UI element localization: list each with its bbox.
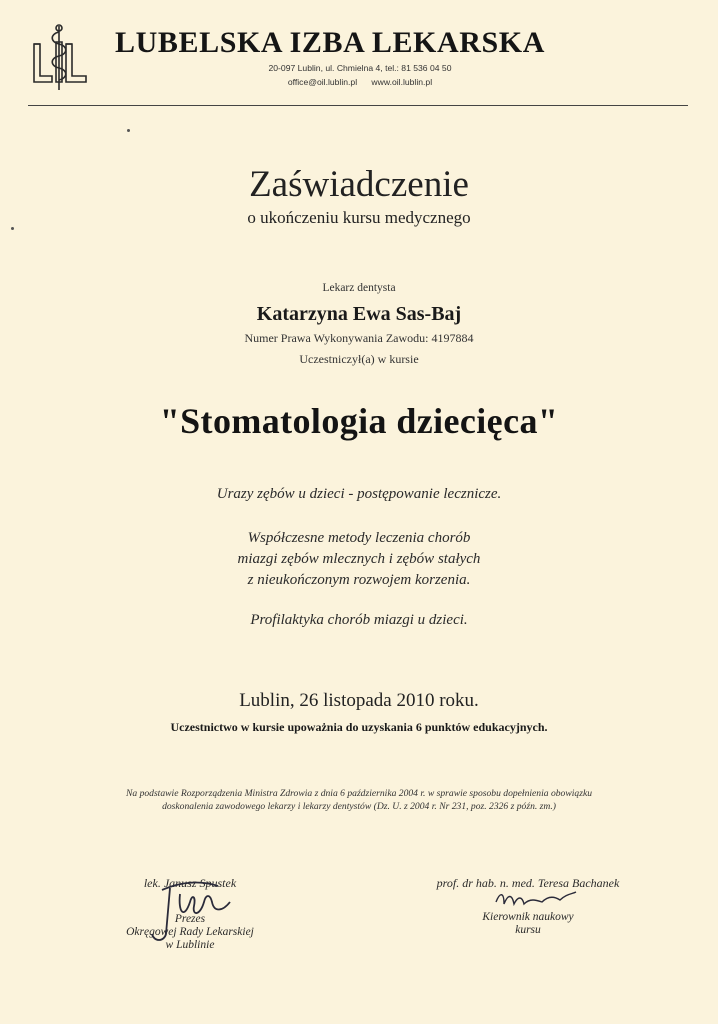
signatory-role: kursu (515, 924, 541, 936)
education-points: Uczestnictwo w kursie upoważnia do uzyskania 6 punktów edukacyjnych. (170, 720, 548, 734)
course-topic: z nieukończonym rozwojem korzenia. (247, 572, 471, 588)
legal-basis-line: doskonalenia zawodowego lekarzy i lekarzy dentystów (Dz. U. z 2004 r. Nr 231, poz. 2326 z późn. zm.) (162, 801, 556, 812)
certificate-subtitle: o ukończeniu kursu medycznego (247, 208, 471, 227)
paper-speck (11, 227, 14, 230)
course-name: "Stomatologia dziecięca" (159, 401, 559, 441)
handwritten-signature (140, 872, 240, 944)
paper-speck (127, 129, 130, 132)
signatory-name: lek. Janusz Spustek (143, 876, 237, 890)
signatory-role: w Lublinie (165, 939, 215, 951)
contact-email-web: office@oil.lublin.pl www.oil.lublin.pl (287, 77, 433, 87)
signatory-name: prof. dr hab. n. med. Teresa Bachanek (436, 876, 620, 890)
profession: Lekarz dentysta (322, 282, 396, 294)
header-divider (28, 105, 688, 106)
course-topic: Profilaktyka chorób miazgi u dzieci. (250, 612, 468, 628)
license-number: Numer Prawa Wykonywania Zawodu: 4197884 (244, 331, 474, 345)
course-topic: Urazy zębów u dzieci - postępowanie lecznicze. (216, 486, 502, 502)
signatory-role: Prezes (174, 913, 206, 925)
course-topic: Współczesne metody leczenia chorób (247, 530, 471, 546)
signatory-role: Kierownik naukowy (482, 911, 574, 923)
organization-name: LUBELSKA IZBA LEKARSKA (115, 26, 546, 59)
lil-logo (28, 16, 100, 96)
place-and-date: Lublin, 26 listopada 2010 roku. (239, 690, 479, 711)
contact-address: 20-097 Lublin, ul. Chmielna 4, tel.: 81 536 04 50 (268, 63, 452, 73)
certificate-title: Zaświadczenie (249, 164, 469, 205)
legal-basis-line: Na podstawie Rozporządzenia Ministra Zdrowia z dnia 6 października 2004 r. w sprawie sposobu dopełnienia obowiązku (125, 788, 593, 799)
signatory-role: Okręgowej Rady Lekarskiej (126, 926, 254, 938)
participation-line: Uczestniczył(a) w kursie (299, 352, 419, 366)
course-topic: miazgi zębów mlecznych i zębów stałych (237, 551, 481, 567)
person-name: Katarzyna Ewa Sas-Baj (256, 303, 462, 325)
handwritten-signature (490, 886, 580, 910)
